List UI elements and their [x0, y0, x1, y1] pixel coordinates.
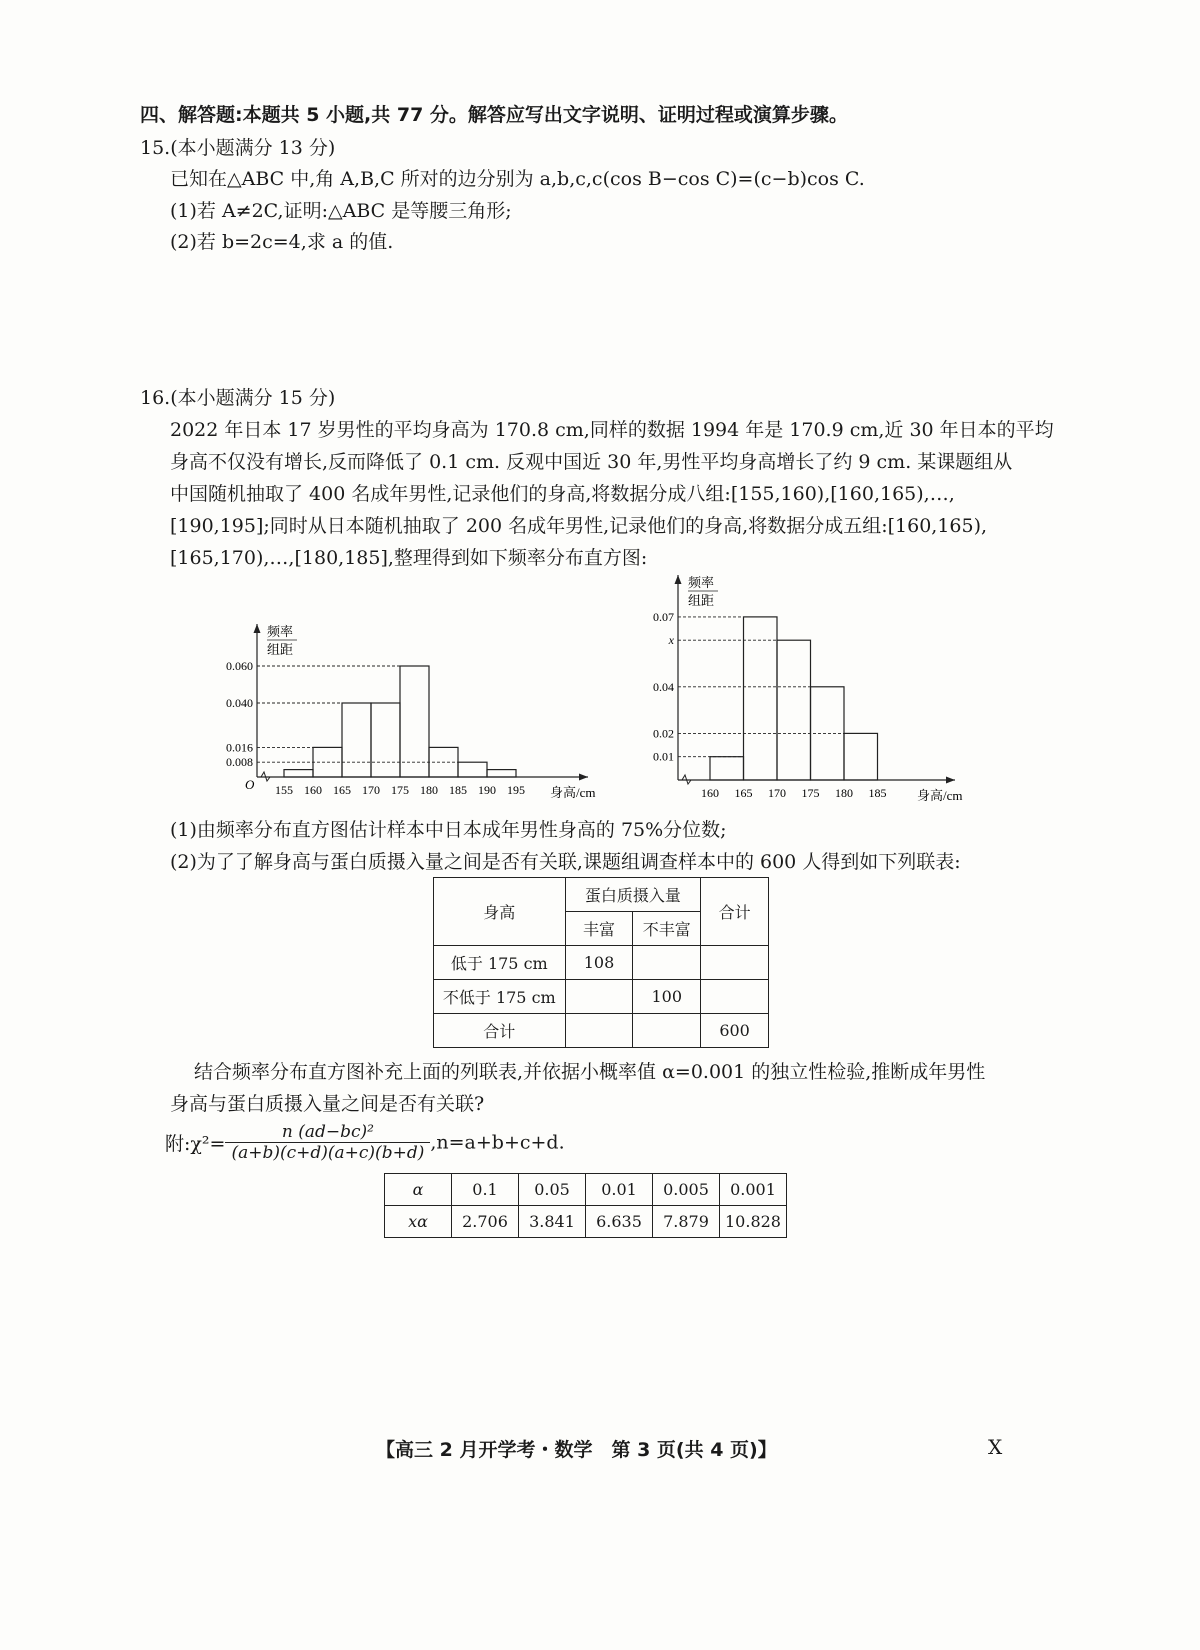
x-tick-label: 160 — [304, 783, 322, 797]
y-tick-label: 0.060 — [226, 659, 253, 673]
formula-prefix: 附:χ²= — [165, 1133, 226, 1155]
y-tick-label: 0.01 — [653, 749, 674, 764]
histogram-bar — [371, 703, 400, 777]
x-axis-arrow — [946, 777, 955, 784]
q15-part1: (1)若 A≠2C,证明:△ABC 是等腰三角形; — [170, 200, 512, 222]
x-axis-label: 身高/cm — [917, 788, 963, 803]
x-alpha-value: 2.706 — [452, 1206, 519, 1238]
x-alpha-value: 3.841 — [519, 1206, 586, 1238]
histogram-japan — [630, 565, 970, 810]
col-header-not-rich: 不丰富 — [633, 912, 701, 946]
q16-para-line: [165,170),…,[180,185],整理得到如下频率分布直方图: — [170, 547, 648, 569]
x-tick-label: 170 — [362, 783, 380, 797]
y-tick-label: x — [668, 633, 674, 648]
col-header-rich: 丰富 — [565, 912, 633, 946]
y-axis-label-bottom: 组距 — [267, 642, 294, 657]
cell-not-rich: 100 — [633, 980, 701, 1014]
alpha-label: α — [385, 1174, 452, 1206]
contingency-table — [433, 877, 769, 1048]
formula-denominator: (a+b)(c+d)(a+c)(b+d) — [231, 1143, 425, 1163]
x-tick-label: 155 — [275, 783, 293, 797]
q15-part2: (2)若 b=2c=4,求 a 的值. — [170, 231, 394, 253]
x-alpha-value: 10.828 — [720, 1206, 787, 1238]
x-tick-label: 175 — [391, 783, 409, 797]
alpha-value: 0.05 — [519, 1174, 586, 1206]
cell-rich — [565, 980, 633, 1014]
histogram-bar — [342, 703, 371, 777]
y-tick-label: 0.04 — [653, 679, 674, 694]
formula-suffix: ,n=a+b+c+d. — [430, 1131, 565, 1154]
cell-not-rich — [633, 946, 701, 980]
y-axis-label-top: 频率 — [688, 575, 715, 590]
x-axis-label: 身高/cm — [550, 785, 596, 800]
cell-total — [701, 980, 769, 1014]
row-label: 低于 175 cm — [434, 946, 566, 980]
col-header-protein: 蛋白质摄入量 — [565, 878, 701, 912]
x-tick-label: 170 — [768, 786, 786, 800]
q16-para-line: 身高不仅没有增长,反而降低了 0.1 cm. 反观中国近 30 年,男性平均身高增长了约 9 cm. 某课题组从 — [170, 451, 1013, 473]
q16-part2-text: 身高与蛋白质摄入量之间是否有关联? — [170, 1093, 485, 1115]
table-row — [434, 946, 769, 980]
q16-part2-text: 结合频率分布直方图补充上面的列联表,并依据小概率值 α=0.001 的独立性检验,推断成年男性 — [194, 1061, 986, 1083]
q15-stem: 已知在△ABC 中,角 A,B,C 所对的边分别为 a,b,c,c(cos B−cos C)=(c−b)cos C. — [170, 168, 865, 190]
y-axis-arrow — [675, 575, 682, 584]
histogram-bar — [844, 733, 878, 780]
histogram-bar — [487, 770, 516, 777]
histogram-china — [200, 610, 620, 810]
q16-part2: (2)为了了解身高与蛋白质摄入量之间是否有关联,课题组调查样本中的 600 人得到如下列联表: — [170, 851, 961, 873]
histogram-bar — [710, 757, 744, 780]
cell-rich: 108 — [565, 946, 633, 980]
alpha-value: 0.1 — [452, 1174, 519, 1206]
row-label: 不低于 175 cm — [434, 980, 566, 1014]
histogram-bar — [777, 640, 811, 780]
histogram-bar — [400, 666, 429, 777]
y-axis-arrow — [254, 624, 261, 633]
footer-title: 【高三 2 月开学考・数学 第 3 页(共 4 页)】 — [376, 1439, 777, 1461]
footer-mark: X — [988, 1435, 1003, 1459]
histogram-bar — [744, 617, 778, 780]
x-alpha-value: 6.635 — [586, 1206, 653, 1238]
x-tick-label: 185 — [868, 786, 887, 800]
y-tick-label: 0.016 — [226, 740, 253, 755]
alpha-value: 0.001 — [720, 1174, 787, 1206]
critical-value-table — [384, 1173, 787, 1238]
q16-head: 16.(本小题满分 15 分) — [140, 387, 336, 409]
x-tick-label: 180 — [835, 786, 853, 800]
table-row — [434, 980, 769, 1014]
q16-para-line: 中国随机抽取了 400 名成年男性,记录他们的身高,将数据分成八组:[155,160),[160,165),…, — [170, 483, 955, 505]
alpha-value: 0.005 — [653, 1174, 720, 1206]
q16-para-line: 2022 年日本 17 岁男性的平均身高为 170.8 cm,同样的数据 1994 年是 170.9 cm,近 30 年日本的平均 — [170, 419, 1054, 441]
x-tick-label: 185 — [449, 783, 467, 797]
alpha-value: 0.01 — [586, 1174, 653, 1206]
appendix-formula — [165, 1122, 565, 1163]
histogram-bar — [458, 762, 487, 777]
cell-total: 600 — [701, 1014, 769, 1048]
y-tick-label: 0.07 — [653, 609, 674, 624]
x-tick-label: 160 — [701, 786, 719, 800]
row-label: 合计 — [434, 1014, 566, 1048]
x-tick-label: 175 — [801, 786, 820, 800]
x-axis-arrow — [579, 774, 588, 781]
formula-numerator: n (ad−bc)² — [225, 1122, 430, 1143]
formula-fraction — [225, 1122, 430, 1163]
x-alpha-label: xα — [385, 1206, 452, 1238]
q16-para-line: [190,195];同时从日本随机抽取了 200 名成年男性,记录他们的身高,将数据分成五组:[160,165), — [170, 515, 988, 537]
x-alpha-value: 7.879 — [653, 1206, 720, 1238]
y-axis-label-top: 频率 — [267, 624, 294, 639]
x-tick-label: 165 — [333, 783, 351, 797]
col-header-height: 身高 — [434, 878, 566, 946]
y-tick-label: 0.02 — [653, 726, 674, 741]
col-header-total: 合计 — [701, 878, 769, 946]
y-axis-label-bottom: 组距 — [688, 593, 715, 608]
x-tick-label: 195 — [507, 783, 525, 797]
x-tick-label: 190 — [478, 783, 496, 797]
section-header: 四、解答题:本题共 5 小题,共 77 分。解答应写出文字说明、证明过程或演算步骤。 — [140, 104, 848, 126]
q15-head: 15.(本小题满分 13 分) — [140, 137, 336, 159]
cell-rich — [565, 1014, 633, 1048]
q16-part1: (1)由频率分布直方图估计样本中日本成年男性身高的 75%分位数; — [170, 819, 727, 841]
y-tick-label: 0.008 — [226, 755, 253, 770]
table-row — [434, 1014, 769, 1048]
x-tick-label: 165 — [734, 786, 753, 800]
cell-not-rich — [633, 1014, 701, 1048]
origin-label: O — [245, 777, 255, 792]
cell-total — [701, 946, 769, 980]
y-tick-label: 0.040 — [226, 696, 253, 710]
histogram-bar — [284, 770, 313, 777]
x-tick-label: 180 — [420, 783, 438, 797]
